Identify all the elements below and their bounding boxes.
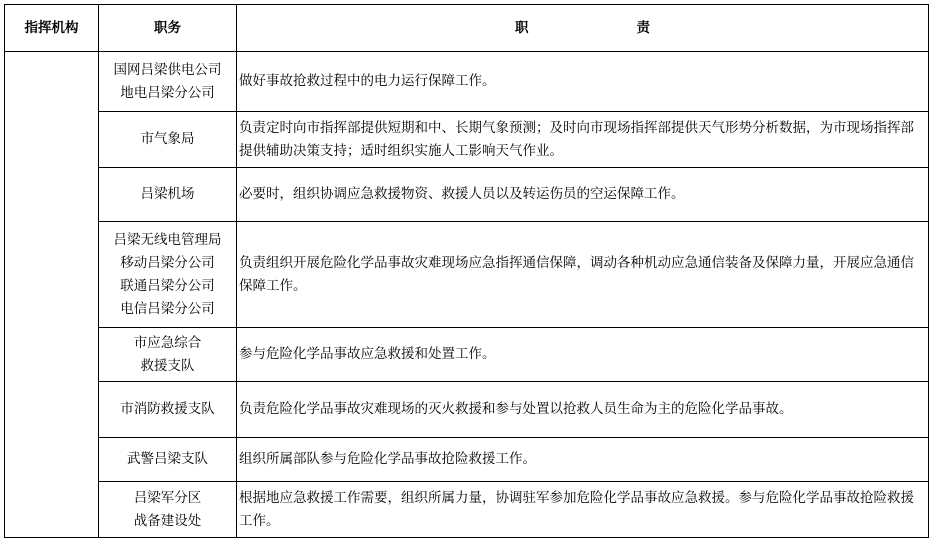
position-cell <box>99 52 237 112</box>
position-cell <box>99 382 237 438</box>
duty-cell: 根据地应急救援工作需要，组织所属力量，协调驻军参加危险化学品事故应急救援。参与危险化学品事故抢险救援工作。 <box>237 482 929 538</box>
responsibility-table <box>4 4 929 538</box>
position-line: 武警吕梁支队 <box>127 451 208 467</box>
position-cell <box>99 112 237 168</box>
duty-cell: 负责危险化学品事故灾难现场的灭火救援和参与处置以抢救人员生命为主的危险化学品事故。 <box>237 382 929 438</box>
duty-cell: 参与危险化学品事故应急救援和处置工作。 <box>237 328 929 382</box>
position-line: 战备建设处 <box>133 512 202 529</box>
position-line: 联通吕梁分公司 <box>120 277 215 294</box>
header-duty: 职 责 <box>237 5 929 52</box>
position-line: 地电吕梁分公司 <box>120 84 215 101</box>
table-row <box>5 382 929 438</box>
duty-cell: 做好事故抢救过程中的电力运行保障工作。 <box>237 52 929 112</box>
table-body <box>5 52 929 538</box>
position-cell <box>99 328 237 382</box>
position-cell <box>99 482 237 538</box>
position-line: 救援支队 <box>140 357 195 374</box>
duty-cell: 必要时，组织协调应急救援物资、救援人员以及转运伤员的空运保障工作。 <box>237 168 929 222</box>
position-line: 电信吕梁分公司 <box>120 300 215 317</box>
position-line: 国网吕梁供电公司 <box>113 61 222 78</box>
position-line: 吕梁无线电管理局 <box>113 231 222 248</box>
duty-cell: 组织所属部队参与危险化学品事故抢险救援工作。 <box>237 438 929 482</box>
table-row <box>5 438 929 482</box>
position-cell <box>99 438 237 482</box>
position-line: 市应急综合 <box>133 334 202 351</box>
position-line: 移动吕梁分公司 <box>120 254 215 271</box>
duty-cell: 负责定时向市指挥部提供短期和中、长期气象预测；及时向市现场指挥部提供天气形势分析数据，为市现场指挥部提供辅助决策支持；适时组织实施人工影响天气作业。 <box>237 112 929 168</box>
position-cell <box>99 222 237 328</box>
position-line: 市气象局 <box>140 131 195 147</box>
table-row <box>5 112 929 168</box>
position-line: 市消防救援支队 <box>120 401 215 417</box>
duty-cell: 负责组织开展危险化学品事故灾难现场应急指挥通信保障，调动各种机动应急通信装备及保障力量，开展应急通信保障工作。 <box>237 222 929 328</box>
table-row <box>5 168 929 222</box>
command-org-cell <box>5 52 99 538</box>
header-position: 职务 <box>99 5 237 52</box>
position-cell <box>99 168 237 222</box>
position-line: 吕梁机场 <box>140 186 195 202</box>
table-row <box>5 328 929 382</box>
header-command-org: 指挥机构 <box>5 5 99 52</box>
table-row <box>5 222 929 328</box>
table-row <box>5 482 929 538</box>
table-header-row <box>5 5 929 52</box>
table-row <box>5 52 929 112</box>
position-line: 吕梁军分区 <box>133 489 202 506</box>
